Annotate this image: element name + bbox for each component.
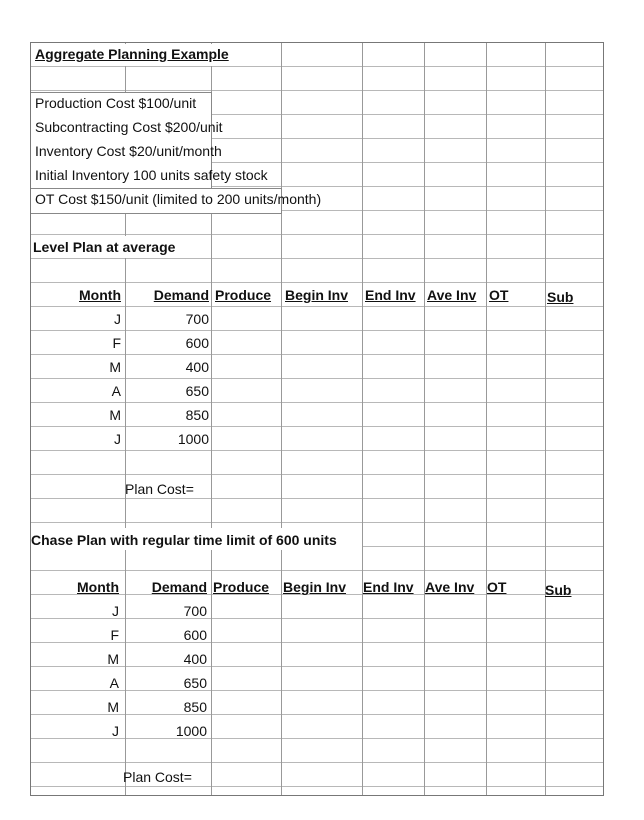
chase-row-month: F — [110, 627, 119, 643]
level-col-sub: Sub — [547, 289, 574, 305]
param-inventory-cost: Inventory Cost $20/unit/month — [35, 143, 222, 159]
spreadsheet-grid — [30, 42, 604, 796]
chase-row-month: J — [112, 723, 119, 739]
chase-col-month: Month — [77, 579, 119, 595]
level-row-demand: 1000 — [177, 431, 209, 447]
param-ot-cost: OT Cost $150/unit (limited to 200 units/month) — [35, 191, 322, 207]
grid-column-line — [281, 43, 282, 795]
chase-row-month: M — [107, 651, 119, 667]
level-col-ot: OT — [489, 287, 509, 303]
level-row-month: J — [114, 311, 121, 327]
chase-row-demand: 1000 — [175, 723, 207, 739]
level-row-demand: 700 — [185, 311, 209, 327]
level-plan-title: Level Plan at average — [33, 239, 176, 255]
chase-col-ave-inv: Ave Inv — [425, 579, 475, 595]
page-title: Aggregate Planning Example — [35, 46, 229, 62]
level-row-month: J — [114, 431, 121, 447]
param-initial-inventory: Initial Inventory 100 units safety stock — [35, 167, 268, 183]
level-col-month: Month — [79, 287, 121, 303]
level-row-month: M — [109, 407, 121, 423]
level-col-end-inv: End Inv — [365, 287, 416, 303]
grid-column-line — [486, 43, 487, 795]
level-row-month: F — [112, 335, 121, 351]
chase-col-ot: OT — [487, 579, 507, 595]
chase-row-demand: 650 — [183, 675, 207, 691]
chase-row-month: J — [112, 603, 119, 619]
chase-col-begin-inv: Begin Inv — [283, 579, 347, 595]
level-col-demand: Demand — [153, 287, 209, 303]
level-plan-cost-label: Plan Cost= — [125, 481, 194, 497]
level-col-ave-inv: Ave Inv — [427, 287, 477, 303]
grid-column-line — [545, 43, 546, 795]
level-row-demand: 600 — [185, 335, 209, 351]
level-row-month: M — [109, 359, 121, 375]
level-row-demand: 400 — [185, 359, 209, 375]
level-col-produce: Produce — [215, 287, 272, 303]
chase-col-sub: Sub — [545, 582, 572, 598]
chase-plan-title: Chase Plan with regular time limit of 600 units — [31, 532, 337, 548]
chase-row-demand: 400 — [183, 651, 207, 667]
chase-plan-cost-label: Plan Cost= — [123, 769, 192, 785]
level-row-month: A — [111, 383, 121, 399]
chase-row-demand: 850 — [183, 699, 207, 715]
chase-row-month: M — [107, 699, 119, 715]
chase-col-produce: Produce — [213, 579, 270, 595]
chase-col-end-inv: End Inv — [363, 579, 414, 595]
param-production-cost: Production Cost $100/unit — [35, 95, 197, 111]
chase-row-demand: 600 — [183, 627, 207, 643]
level-row-demand: 850 — [185, 407, 209, 423]
chase-row-month: A — [109, 675, 119, 691]
chase-row-demand: 700 — [183, 603, 207, 619]
grid-column-line — [424, 43, 425, 795]
level-row-demand: 650 — [185, 383, 209, 399]
level-col-begin-inv: Begin Inv — [285, 287, 349, 303]
param-subcontracting-cost: Subcontracting Cost $200/unit — [35, 119, 223, 135]
grid-column-line — [362, 43, 363, 795]
chase-col-demand: Demand — [151, 579, 207, 595]
